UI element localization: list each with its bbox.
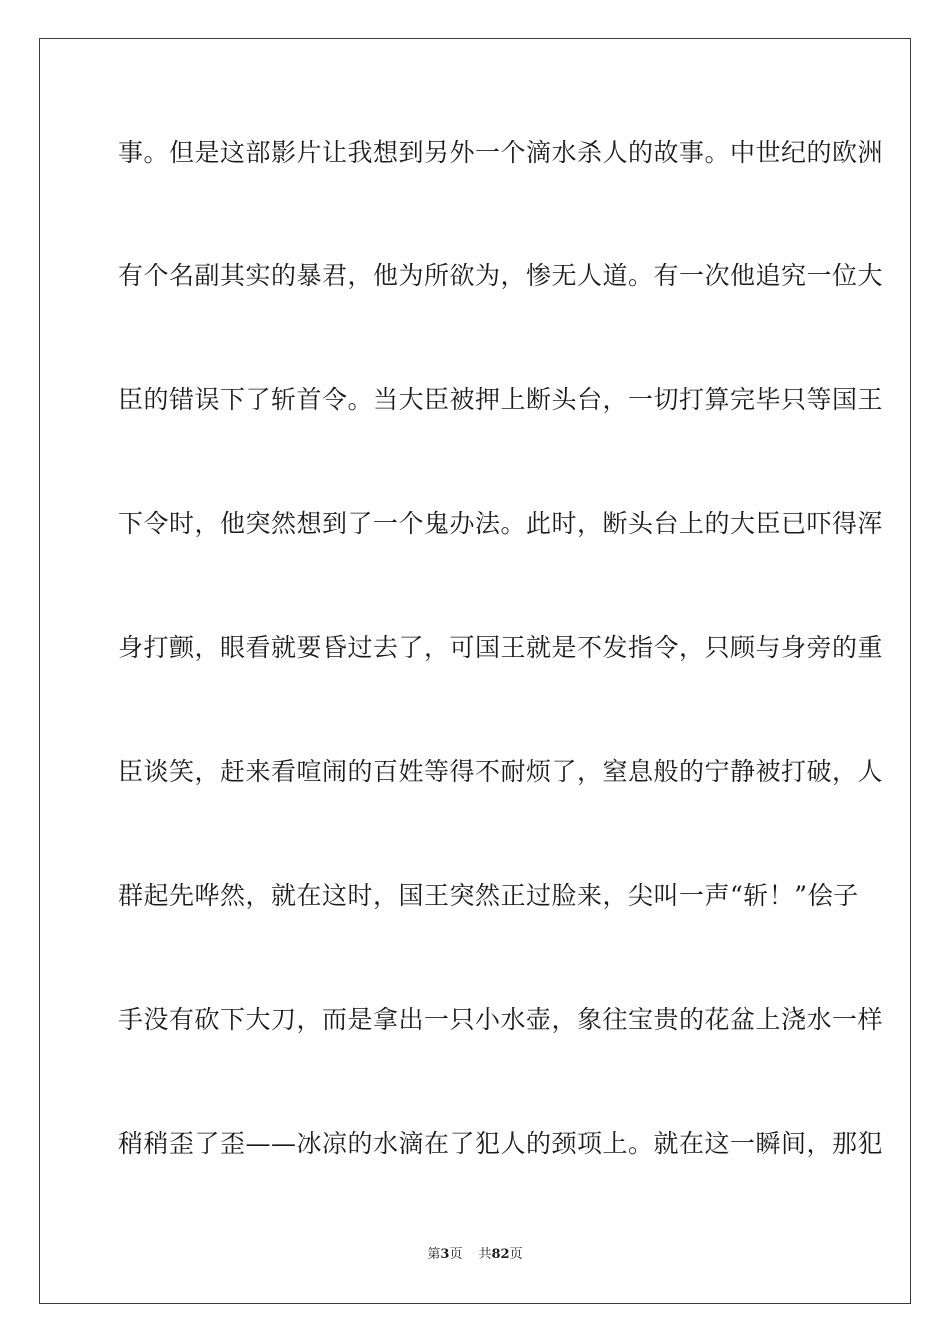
text-line-8: 手没有砍下大刀，而是拿出一只小水壶，象往宝贵的花盆上浇水一样 [118, 1005, 884, 1034]
text-line-3: 臣的错误下了斩首令。当大臣被押上断头台，一切打算完毕只等国王 [118, 385, 884, 414]
total-pages: 82 [491, 1247, 510, 1262]
text-line-5: 身打颤，眼看就要昏过去了，可国王就是不发指令，只顾与身旁的重 [118, 633, 884, 662]
page-footer [0, 1247, 950, 1263]
text-line-9: 稍稍歪了歪——冰凉的水滴在了犯人的颈项上。就在这一瞬间，那犯 [118, 1129, 884, 1158]
page-border [39, 38, 911, 1304]
page-prefix: 第 [427, 1247, 441, 1262]
text-line-6: 臣谈笑，赶来看喧闹的百姓等得不耐烦了，窒息般的宁静被打破，人 [118, 757, 884, 786]
text-line-1: 事。但是这部影片让我想到另外一个滴水杀人的故事。中世纪的欧洲 [118, 138, 884, 167]
page-number: 3 [440, 1247, 450, 1262]
page-suffix: 页 [449, 1247, 463, 1262]
total-suffix: 页 [509, 1247, 523, 1262]
text-line-2: 有个名副其实的暴君，他为所欲为，惨无人道。有一次他追究一位大 [118, 261, 884, 290]
text-line-7: 群起先哗然，就在这时，国王突然正过脸来，尖叫一声“斩！”侩子 [118, 881, 859, 910]
total-prefix: 共 [478, 1247, 492, 1262]
text-line-4: 下令时，他突然想到了一个鬼办法。此时，断头台上的大臣已吓得浑 [118, 509, 884, 538]
